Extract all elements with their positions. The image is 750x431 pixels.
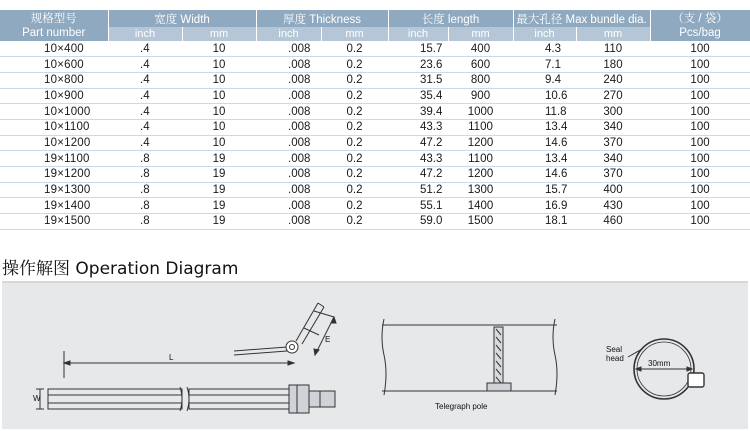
table-row <box>0 151 750 167</box>
cell-b-in: 14.6 <box>513 167 576 183</box>
operation-diagram <box>2 283 748 431</box>
table-row <box>0 182 750 198</box>
cell-pcs: 100 <box>650 135 750 151</box>
cell-w-mm: 19 <box>182 198 256 214</box>
label-diameter: 30mm <box>648 359 671 368</box>
cell-part: 10×1000 <box>0 104 108 120</box>
cell-pcs: 100 <box>650 41 750 57</box>
label-width: W <box>33 394 41 403</box>
subheader-inch: inch <box>513 27 576 41</box>
cell-l-mm: 1300 <box>448 182 513 198</box>
cell-l-mm: 800 <box>448 72 513 88</box>
cell-b-mm: 240 <box>576 72 650 88</box>
cell-w-in: .8 <box>108 214 182 230</box>
cell-w-in: .4 <box>108 135 182 151</box>
subheader-inch: inch <box>108 27 182 41</box>
cell-t-in: .008 <box>256 151 321 167</box>
cell-l-in: 15.7 <box>388 41 448 57</box>
cell-t-in: .008 <box>256 135 321 151</box>
telegraph-pole <box>382 319 557 395</box>
cell-w-mm: 10 <box>182 72 256 88</box>
cell-part: 19×1200 <box>0 167 108 183</box>
cell-l-in: 47.2 <box>388 135 448 151</box>
label-e: E <box>325 335 331 344</box>
cell-w-mm: 10 <box>182 119 256 135</box>
label-seal: Seal <box>606 345 623 354</box>
table-row <box>0 104 750 120</box>
cell-l-in: 47.2 <box>388 167 448 183</box>
cell-b-in: 9.4 <box>513 72 576 88</box>
cell-t-mm: 0.2 <box>321 182 388 198</box>
cell-pcs: 100 <box>650 151 750 167</box>
table-row <box>0 214 750 230</box>
cell-b-mm: 110 <box>576 41 650 57</box>
cell-pcs: 100 <box>650 198 750 214</box>
cell-t-in: .008 <box>256 88 321 104</box>
cell-l-mm: 600 <box>448 57 513 73</box>
cell-pcs: 100 <box>650 119 750 135</box>
cell-part: 10×900 <box>0 88 108 104</box>
cell-b-mm: 400 <box>576 182 650 198</box>
cell-pcs: 100 <box>650 167 750 183</box>
cell-w-in: .4 <box>108 72 182 88</box>
cell-w-in: .8 <box>108 167 182 183</box>
cell-pcs: 100 <box>650 104 750 120</box>
cell-l-in: 39.4 <box>388 104 448 120</box>
cell-l-in: 35.4 <box>388 88 448 104</box>
cell-b-in: 14.6 <box>513 135 576 151</box>
cell-part: 10×400 <box>0 41 108 57</box>
cell-t-in: .008 <box>256 41 321 57</box>
cell-t-in: .008 <box>256 104 321 120</box>
cell-pcs: 100 <box>650 57 750 73</box>
header-length: 长度 length <box>388 10 513 27</box>
cell-w-in: .4 <box>108 41 182 57</box>
cell-w-mm: 10 <box>182 57 256 73</box>
table-row <box>0 88 750 104</box>
cell-l-in: 51.2 <box>388 182 448 198</box>
header-part-number <box>0 10 108 41</box>
cell-l-in: 59.0 <box>388 214 448 230</box>
cable-tie-top-view <box>64 303 336 378</box>
cell-pcs: 100 <box>650 214 750 230</box>
cell-b-in: 18.1 <box>513 214 576 230</box>
cell-b-mm: 430 <box>576 198 650 214</box>
cell-b-mm: 300 <box>576 104 650 120</box>
cell-b-in: 11.8 <box>513 104 576 120</box>
cell-b-mm: 340 <box>576 119 650 135</box>
header-part-number-en: Part number <box>22 26 86 39</box>
cell-part: 10×1200 <box>0 135 108 151</box>
table-row <box>0 72 750 88</box>
header-width: 宽度 Width <box>108 10 256 27</box>
header-pcs-cn: （支 / 袋） <box>672 12 728 25</box>
header-part-number-cn: 规格型号 <box>30 12 77 25</box>
cell-t-mm: 0.2 <box>321 41 388 57</box>
cell-l-in: 43.3 <box>388 119 448 135</box>
cell-b-in: 7.1 <box>513 57 576 73</box>
cell-t-mm: 0.2 <box>321 104 388 120</box>
cell-w-in: .8 <box>108 182 182 198</box>
table-row <box>0 135 750 151</box>
cell-t-mm: 0.2 <box>321 88 388 104</box>
cell-part: 10×1100 <box>0 119 108 135</box>
cell-l-mm: 1400 <box>448 198 513 214</box>
cell-t-mm: 0.2 <box>321 72 388 88</box>
cell-t-in: .008 <box>256 214 321 230</box>
cell-w-in: .4 <box>108 119 182 135</box>
cell-t-in: .008 <box>256 198 321 214</box>
cell-l-in: 43.3 <box>388 151 448 167</box>
subheader-mm: mm <box>321 27 388 41</box>
cell-w-mm: 19 <box>182 214 256 230</box>
cell-b-in: 13.4 <box>513 119 576 135</box>
cell-t-in: .008 <box>256 182 321 198</box>
table-row <box>0 198 750 214</box>
subheader-mm: mm <box>182 27 256 41</box>
cell-t-in: .008 <box>256 72 321 88</box>
cell-pcs: 100 <box>650 88 750 104</box>
header-thickness: 厚度 Thickness <box>256 10 388 27</box>
cell-part: 19×1100 <box>0 151 108 167</box>
cell-l-mm: 1200 <box>448 135 513 151</box>
cell-l-mm: 900 <box>448 88 513 104</box>
cell-part: 19×1400 <box>0 198 108 214</box>
subheader-inch: inch <box>388 27 448 41</box>
cell-t-in: .008 <box>256 57 321 73</box>
operation-title: 操作解图 Operation Diagram <box>2 259 239 279</box>
cell-w-mm: 10 <box>182 104 256 120</box>
cell-w-in: .4 <box>108 104 182 120</box>
cell-b-mm: 270 <box>576 88 650 104</box>
cell-b-mm: 370 <box>576 135 650 151</box>
cell-b-mm: 460 <box>576 214 650 230</box>
cell-w-in: .4 <box>108 57 182 73</box>
subheader-mm: mm <box>576 27 650 41</box>
cell-w-mm: 19 <box>182 182 256 198</box>
cell-l-mm: 1100 <box>448 151 513 167</box>
cell-t-in: .008 <box>256 167 321 183</box>
cell-w-in: .4 <box>108 88 182 104</box>
header-bundle: 最大孔径 Max bundle dia. <box>513 10 650 27</box>
cable-tie-side-view <box>36 385 335 413</box>
cell-pcs: 100 <box>650 182 750 198</box>
cell-t-mm: 0.2 <box>321 214 388 230</box>
label-telegraph-pole: Telegraph pole <box>435 402 488 411</box>
cell-w-in: .8 <box>108 198 182 214</box>
cell-l-in: 23.6 <box>388 57 448 73</box>
cell-part: 19×1300 <box>0 182 108 198</box>
cell-w-mm: 10 <box>182 88 256 104</box>
header-pcs <box>650 10 750 41</box>
label-length: L <box>169 353 174 362</box>
cell-w-mm: 10 <box>182 135 256 151</box>
cell-part: 10×800 <box>0 72 108 88</box>
cell-l-mm: 1000 <box>448 104 513 120</box>
table-row <box>0 57 750 73</box>
cell-l-in: 31.5 <box>388 72 448 88</box>
cell-t-mm: 0.2 <box>321 135 388 151</box>
table-row <box>0 41 750 57</box>
cell-part: 10×600 <box>0 57 108 73</box>
cell-w-mm: 19 <box>182 151 256 167</box>
cell-w-mm: 10 <box>182 41 256 57</box>
cell-l-mm: 1200 <box>448 167 513 183</box>
seal-head-diagram <box>628 339 704 399</box>
cell-l-mm: 1500 <box>448 214 513 230</box>
cell-b-in: 15.7 <box>513 182 576 198</box>
cell-l-in: 55.1 <box>388 198 448 214</box>
cell-b-in: 13.4 <box>513 151 576 167</box>
header-pcs-en: Pcs/bag <box>679 26 721 39</box>
cell-part: 19×1500 <box>0 214 108 230</box>
subheader-mm: mm <box>448 27 513 41</box>
cell-w-in: .8 <box>108 151 182 167</box>
cell-t-mm: 0.2 <box>321 57 388 73</box>
subheader-inch: inch <box>256 27 321 41</box>
cell-t-mm: 0.2 <box>321 198 388 214</box>
cell-b-in: 10.6 <box>513 88 576 104</box>
cell-t-in: .008 <box>256 119 321 135</box>
cell-pcs: 100 <box>650 72 750 88</box>
cell-b-mm: 340 <box>576 151 650 167</box>
spec-table <box>0 10 750 230</box>
cell-t-mm: 0.2 <box>321 151 388 167</box>
cell-l-mm: 1100 <box>448 119 513 135</box>
operation-diagram-panel <box>2 281 748 429</box>
cell-b-mm: 370 <box>576 167 650 183</box>
cell-b-in: 16.9 <box>513 198 576 214</box>
cell-t-mm: 0.2 <box>321 119 388 135</box>
cell-w-mm: 19 <box>182 167 256 183</box>
label-head: head <box>606 354 624 363</box>
cell-b-in: 4.3 <box>513 41 576 57</box>
cell-t-mm: 0.2 <box>321 167 388 183</box>
table-row <box>0 119 750 135</box>
table-row <box>0 167 750 183</box>
cell-b-mm: 180 <box>576 57 650 73</box>
cell-l-mm: 400 <box>448 41 513 57</box>
